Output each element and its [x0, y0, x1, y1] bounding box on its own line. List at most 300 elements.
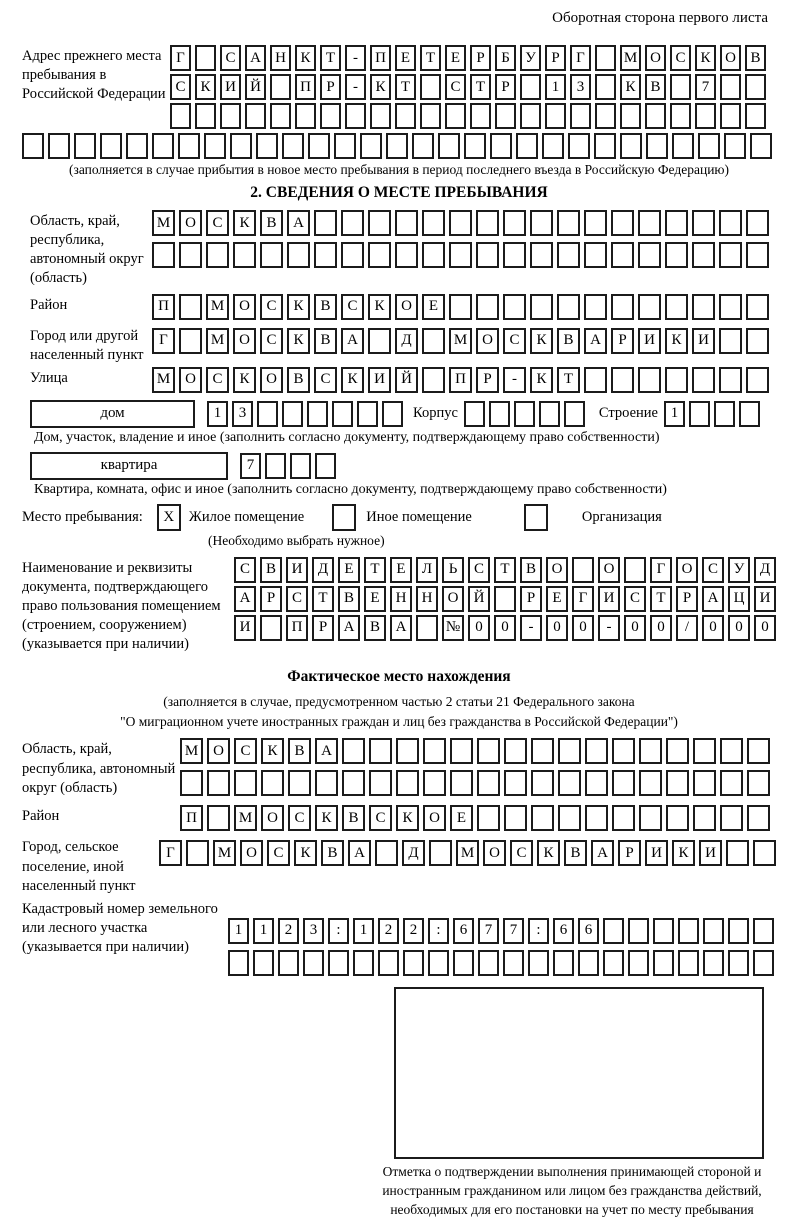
- char-box: [747, 805, 770, 831]
- char-box: [186, 840, 209, 866]
- city-block: [22, 325, 776, 365]
- char-box: [531, 738, 554, 764]
- char-box: :: [428, 918, 449, 944]
- char-box: [253, 950, 274, 976]
- char-box: 3: [303, 918, 324, 944]
- char-box: [584, 242, 607, 268]
- char-box: К: [672, 840, 695, 866]
- char-box: П: [295, 74, 316, 100]
- char-box: Р: [545, 45, 566, 71]
- char-box: А: [584, 328, 607, 354]
- char-box: Г: [152, 328, 175, 354]
- stamp-box: [394, 987, 764, 1159]
- char-box: Р: [476, 367, 499, 393]
- char-box: [692, 294, 715, 320]
- stay-type-option-organization: Организация: [581, 508, 662, 525]
- char-box: [504, 805, 527, 831]
- char-box: [612, 805, 635, 831]
- char-box: У: [520, 45, 541, 71]
- char-box: [728, 918, 749, 944]
- char-box: О: [598, 557, 620, 583]
- actual-district-row: [180, 805, 770, 831]
- char-box: [261, 770, 284, 796]
- char-box: Ь: [442, 557, 464, 583]
- char-box: [594, 133, 616, 159]
- apartment-note: Квартира, комната, офис и иное (заполнить согласно документу, подтверждающему право собственности): [34, 481, 667, 497]
- char-box: В: [645, 74, 666, 100]
- char-box: С: [314, 367, 337, 393]
- prev-address-note: (заполняется в случае прибытия в новое место пребывания в период последнего въезда в Российскую Федерацию): [68, 162, 730, 177]
- char-box: Г: [570, 45, 591, 71]
- char-box: В: [260, 557, 282, 583]
- char-box: [638, 294, 661, 320]
- char-box: 0: [546, 615, 568, 641]
- char-box: И: [638, 328, 661, 354]
- char-box: [628, 918, 649, 944]
- char-box: Е: [364, 586, 386, 612]
- char-box: [531, 770, 554, 796]
- char-box: [170, 103, 191, 129]
- char-box: О: [423, 805, 446, 831]
- actual-city-label: Город, сельское поселение, иной населенный пункт: [22, 839, 136, 894]
- char-box: [357, 401, 378, 427]
- char-box: [720, 103, 741, 129]
- char-box: Е: [445, 45, 466, 71]
- char-box: [698, 133, 720, 159]
- char-box: Р: [260, 586, 282, 612]
- char-box: [516, 133, 538, 159]
- char-box: [416, 615, 438, 641]
- char-box: [308, 133, 330, 159]
- char-box: С: [267, 840, 290, 866]
- char-box: К: [530, 367, 553, 393]
- char-box: Р: [470, 45, 491, 71]
- cadastral-row1: [228, 918, 774, 944]
- char-box: [290, 453, 311, 479]
- char-box: [428, 950, 449, 976]
- char-box: [476, 294, 499, 320]
- char-box: [328, 950, 349, 976]
- char-box: [638, 210, 661, 236]
- char-box: [746, 210, 769, 236]
- char-box: Й: [468, 586, 490, 612]
- char-box: С: [220, 45, 241, 71]
- page-header-note: Оборотная сторона первого листа: [552, 10, 768, 26]
- char-box: Д: [754, 557, 776, 583]
- char-box: 1: [253, 918, 274, 944]
- char-box: [514, 401, 535, 427]
- char-box: [74, 133, 96, 159]
- char-box: И: [234, 615, 256, 641]
- char-box: О: [261, 805, 284, 831]
- char-box: [320, 103, 341, 129]
- char-box: Р: [520, 586, 542, 612]
- char-box: [152, 242, 175, 268]
- char-box: [693, 770, 716, 796]
- char-box: [703, 950, 724, 976]
- char-box: О: [233, 294, 256, 320]
- char-box: Г: [650, 557, 672, 583]
- char-box: [666, 738, 689, 764]
- char-box: [438, 133, 460, 159]
- char-box: 0: [624, 615, 646, 641]
- char-box: [653, 950, 674, 976]
- char-box: [719, 210, 742, 236]
- char-box: [720, 805, 743, 831]
- char-box: [234, 770, 257, 796]
- char-box: [530, 210, 553, 236]
- char-box: [342, 738, 365, 764]
- char-box: 0: [468, 615, 490, 641]
- char-box: [476, 210, 499, 236]
- char-box: Н: [416, 586, 438, 612]
- char-box: [646, 133, 668, 159]
- char-box: [672, 133, 694, 159]
- document-block: [22, 557, 776, 655]
- char-box: С: [206, 367, 229, 393]
- char-box: [753, 950, 774, 976]
- char-box: [520, 103, 541, 129]
- char-box: Е: [450, 805, 473, 831]
- char-box: И: [645, 840, 668, 866]
- char-box: [477, 770, 500, 796]
- char-box: К: [537, 840, 560, 866]
- char-box: [464, 133, 486, 159]
- char-box: [558, 805, 581, 831]
- char-box: 0: [494, 615, 516, 641]
- char-box: [449, 294, 472, 320]
- stay-type-label: Место пребывания:: [22, 508, 143, 525]
- char-box: [490, 133, 512, 159]
- char-box: О: [179, 367, 202, 393]
- char-box: [665, 242, 688, 268]
- char-box: [670, 103, 691, 129]
- char-box: Г: [170, 45, 191, 71]
- district-block: [22, 294, 776, 323]
- char-box: [692, 210, 715, 236]
- char-box: К: [665, 328, 688, 354]
- char-box: [303, 950, 324, 976]
- char-box: С: [624, 586, 646, 612]
- char-box: В: [288, 738, 311, 764]
- apartment-widebox: квартира: [30, 452, 228, 480]
- char-box: 1: [664, 401, 685, 427]
- char-box: :: [328, 918, 349, 944]
- char-box: К: [368, 294, 391, 320]
- char-box: 2: [278, 918, 299, 944]
- char-box: Е: [546, 586, 568, 612]
- city-row: [152, 328, 769, 354]
- char-box: [612, 770, 635, 796]
- char-box: [180, 770, 203, 796]
- char-box: Е: [390, 557, 412, 583]
- char-box: [395, 103, 416, 129]
- char-box: [714, 401, 735, 427]
- char-box: [220, 103, 241, 129]
- char-box: В: [321, 840, 344, 866]
- char-box: М: [206, 328, 229, 354]
- apartment-row: [30, 452, 776, 480]
- char-box: [423, 738, 446, 764]
- char-box: [420, 74, 441, 100]
- char-box: Т: [420, 45, 441, 71]
- char-box: [530, 242, 553, 268]
- actual-district-label: Район: [22, 808, 60, 825]
- char-box: [584, 294, 607, 320]
- char-box: [420, 103, 441, 129]
- char-box: [368, 328, 391, 354]
- char-box: О: [260, 367, 283, 393]
- char-box: [207, 770, 230, 796]
- char-box: [528, 950, 549, 976]
- actual-city-row: [159, 840, 776, 866]
- char-box: [386, 133, 408, 159]
- char-box: С: [369, 805, 392, 831]
- char-box: [595, 45, 616, 71]
- char-box: [195, 103, 216, 129]
- char-box: Р: [312, 615, 334, 641]
- char-box: А: [341, 328, 364, 354]
- char-box: 7: [240, 453, 261, 479]
- char-box: [719, 294, 742, 320]
- char-box: [557, 210, 580, 236]
- char-box: Т: [312, 586, 334, 612]
- char-box: 7: [503, 918, 524, 944]
- char-box: И: [699, 840, 722, 866]
- district-label: Район: [30, 296, 68, 313]
- char-box: [450, 738, 473, 764]
- char-box: А: [315, 738, 338, 764]
- char-box: [753, 918, 774, 944]
- char-box: Р: [611, 328, 634, 354]
- char-box: С: [288, 805, 311, 831]
- char-box: [422, 242, 445, 268]
- house-cells: [207, 401, 403, 427]
- region-row1: [152, 210, 769, 236]
- korpus-label: Корпус: [413, 405, 458, 422]
- char-box: [307, 401, 328, 427]
- char-box: [612, 738, 635, 764]
- house-widebox: дом: [30, 400, 195, 428]
- char-box: [265, 453, 286, 479]
- char-box: М: [152, 210, 175, 236]
- char-box: [745, 74, 766, 100]
- char-box: А: [390, 615, 412, 641]
- char-box: М: [152, 367, 175, 393]
- char-box: П: [286, 615, 308, 641]
- char-box: Н: [270, 45, 291, 71]
- char-box: [639, 805, 662, 831]
- char-box: Е: [395, 45, 416, 71]
- char-box: С: [260, 294, 283, 320]
- char-box: [233, 242, 256, 268]
- char-box: [620, 133, 642, 159]
- char-box: [746, 367, 769, 393]
- char-box: [720, 770, 743, 796]
- char-box: [553, 950, 574, 976]
- actual-location-note2: "О миграционном учете иностранных граждан и лиц без гражданства в Российской Федерации"): [120, 714, 678, 730]
- char-box: [653, 918, 674, 944]
- char-box: [453, 950, 474, 976]
- char-box: С: [670, 45, 691, 71]
- actual-location-title: Фактическое место нахождения: [287, 668, 511, 686]
- char-box: [494, 586, 516, 612]
- char-box: [412, 133, 434, 159]
- char-box: М: [456, 840, 479, 866]
- char-box: [558, 770, 581, 796]
- char-box: С: [503, 328, 526, 354]
- char-box: -: [345, 74, 366, 100]
- char-box: [369, 770, 392, 796]
- char-box: [584, 210, 607, 236]
- char-box: [332, 401, 353, 427]
- document-row3: [234, 615, 776, 641]
- char-box: Й: [395, 367, 418, 393]
- prev-address-row1: [170, 45, 766, 71]
- char-box: А: [348, 840, 371, 866]
- char-box: [720, 74, 741, 100]
- char-box: [728, 950, 749, 976]
- char-box: В: [287, 367, 310, 393]
- char-box: [22, 133, 44, 159]
- region-row2: [152, 242, 769, 268]
- char-box: [256, 133, 278, 159]
- char-box: С: [341, 294, 364, 320]
- char-box: Т: [557, 367, 580, 393]
- char-box: А: [702, 586, 724, 612]
- char-box: Н: [390, 586, 412, 612]
- char-box: :: [528, 918, 549, 944]
- stay-type-checkbox-residential: X: [157, 504, 181, 531]
- char-box: -: [598, 615, 620, 641]
- char-box: [739, 401, 760, 427]
- region-block: [22, 210, 776, 289]
- city-label: Город или другой населенный пункт: [30, 327, 144, 363]
- char-box: [530, 294, 553, 320]
- stay-type-row: [22, 504, 776, 531]
- char-box: [345, 103, 366, 129]
- char-box: [639, 770, 662, 796]
- char-box: М: [234, 805, 257, 831]
- char-box: [695, 103, 716, 129]
- char-box: О: [442, 586, 464, 612]
- char-box: Д: [402, 840, 425, 866]
- stay-type-note: (Необходимо выбрать нужное): [208, 532, 385, 548]
- document-row1: [234, 557, 776, 583]
- char-box: [678, 950, 699, 976]
- char-box: 2: [403, 918, 424, 944]
- char-box: М: [206, 294, 229, 320]
- char-box: [628, 950, 649, 976]
- char-box: А: [338, 615, 360, 641]
- char-box: [378, 950, 399, 976]
- char-box: [382, 401, 403, 427]
- stay-type-option-other: Иное помещение: [366, 508, 472, 525]
- char-box: [603, 950, 624, 976]
- char-box: [595, 74, 616, 100]
- char-box: [584, 367, 607, 393]
- street-row: [152, 367, 769, 393]
- char-box: [179, 294, 202, 320]
- char-box: [477, 805, 500, 831]
- char-box: О: [676, 557, 698, 583]
- char-box: М: [449, 328, 472, 354]
- char-box: 3: [570, 74, 591, 100]
- stay-type-option-residential: Жилое помещение: [188, 508, 305, 525]
- char-box: №: [442, 615, 464, 641]
- char-box: К: [620, 74, 641, 100]
- actual-region-block: [22, 738, 776, 799]
- stay-type-checkbox-organization: [524, 504, 548, 531]
- char-box: [624, 557, 646, 583]
- char-box: К: [370, 74, 391, 100]
- char-box: А: [591, 840, 614, 866]
- char-box: О: [546, 557, 568, 583]
- char-box: Р: [676, 586, 698, 612]
- char-box: [368, 210, 391, 236]
- char-box: Т: [395, 74, 416, 100]
- char-box: [369, 738, 392, 764]
- char-box: [745, 103, 766, 129]
- apartment-cells: [240, 453, 336, 479]
- char-box: К: [287, 294, 310, 320]
- char-box: [341, 210, 364, 236]
- char-box: О: [207, 738, 230, 764]
- char-box: И: [286, 557, 308, 583]
- actual-district-block: [22, 805, 776, 834]
- char-box: П: [449, 367, 472, 393]
- char-box: [178, 133, 200, 159]
- char-box: [693, 738, 716, 764]
- char-box: [403, 950, 424, 976]
- char-box: [611, 210, 634, 236]
- char-box: [719, 242, 742, 268]
- char-box: Т: [364, 557, 386, 583]
- char-box: С: [445, 74, 466, 100]
- char-box: В: [260, 210, 283, 236]
- char-box: [611, 367, 634, 393]
- char-box: В: [564, 840, 587, 866]
- street-label: Улица: [30, 369, 68, 386]
- char-box: К: [261, 738, 284, 764]
- char-box: [557, 294, 580, 320]
- char-box: [557, 242, 580, 268]
- char-box: [503, 242, 526, 268]
- char-box: П: [152, 294, 175, 320]
- actual-location-note1: (заполняется в случае, предусмотренном частью 2 статьи 21 Федерального закона: [163, 694, 635, 710]
- char-box: [179, 242, 202, 268]
- char-box: [689, 401, 710, 427]
- char-box: [520, 74, 541, 100]
- char-box: [470, 103, 491, 129]
- char-box: [476, 242, 499, 268]
- char-box: О: [645, 45, 666, 71]
- stay-type-checkbox-other: [332, 504, 356, 531]
- char-box: О: [476, 328, 499, 354]
- char-box: [152, 133, 174, 159]
- char-box: [703, 918, 724, 944]
- char-box: [746, 242, 769, 268]
- char-box: [422, 328, 445, 354]
- char-box: [558, 738, 581, 764]
- actual-city-block: [22, 836, 776, 895]
- char-box: К: [233, 210, 256, 236]
- char-box: С: [170, 74, 191, 100]
- char-box: Р: [618, 840, 641, 866]
- char-box: С: [468, 557, 490, 583]
- stamp-note: Отметка о подтверждении выполнения принимающей стороной и иностранным гражданином или лицом без гражданства действий, необходимых для его постановки на учет по месту пребывания: [382, 1163, 762, 1217]
- char-box: К: [233, 367, 256, 393]
